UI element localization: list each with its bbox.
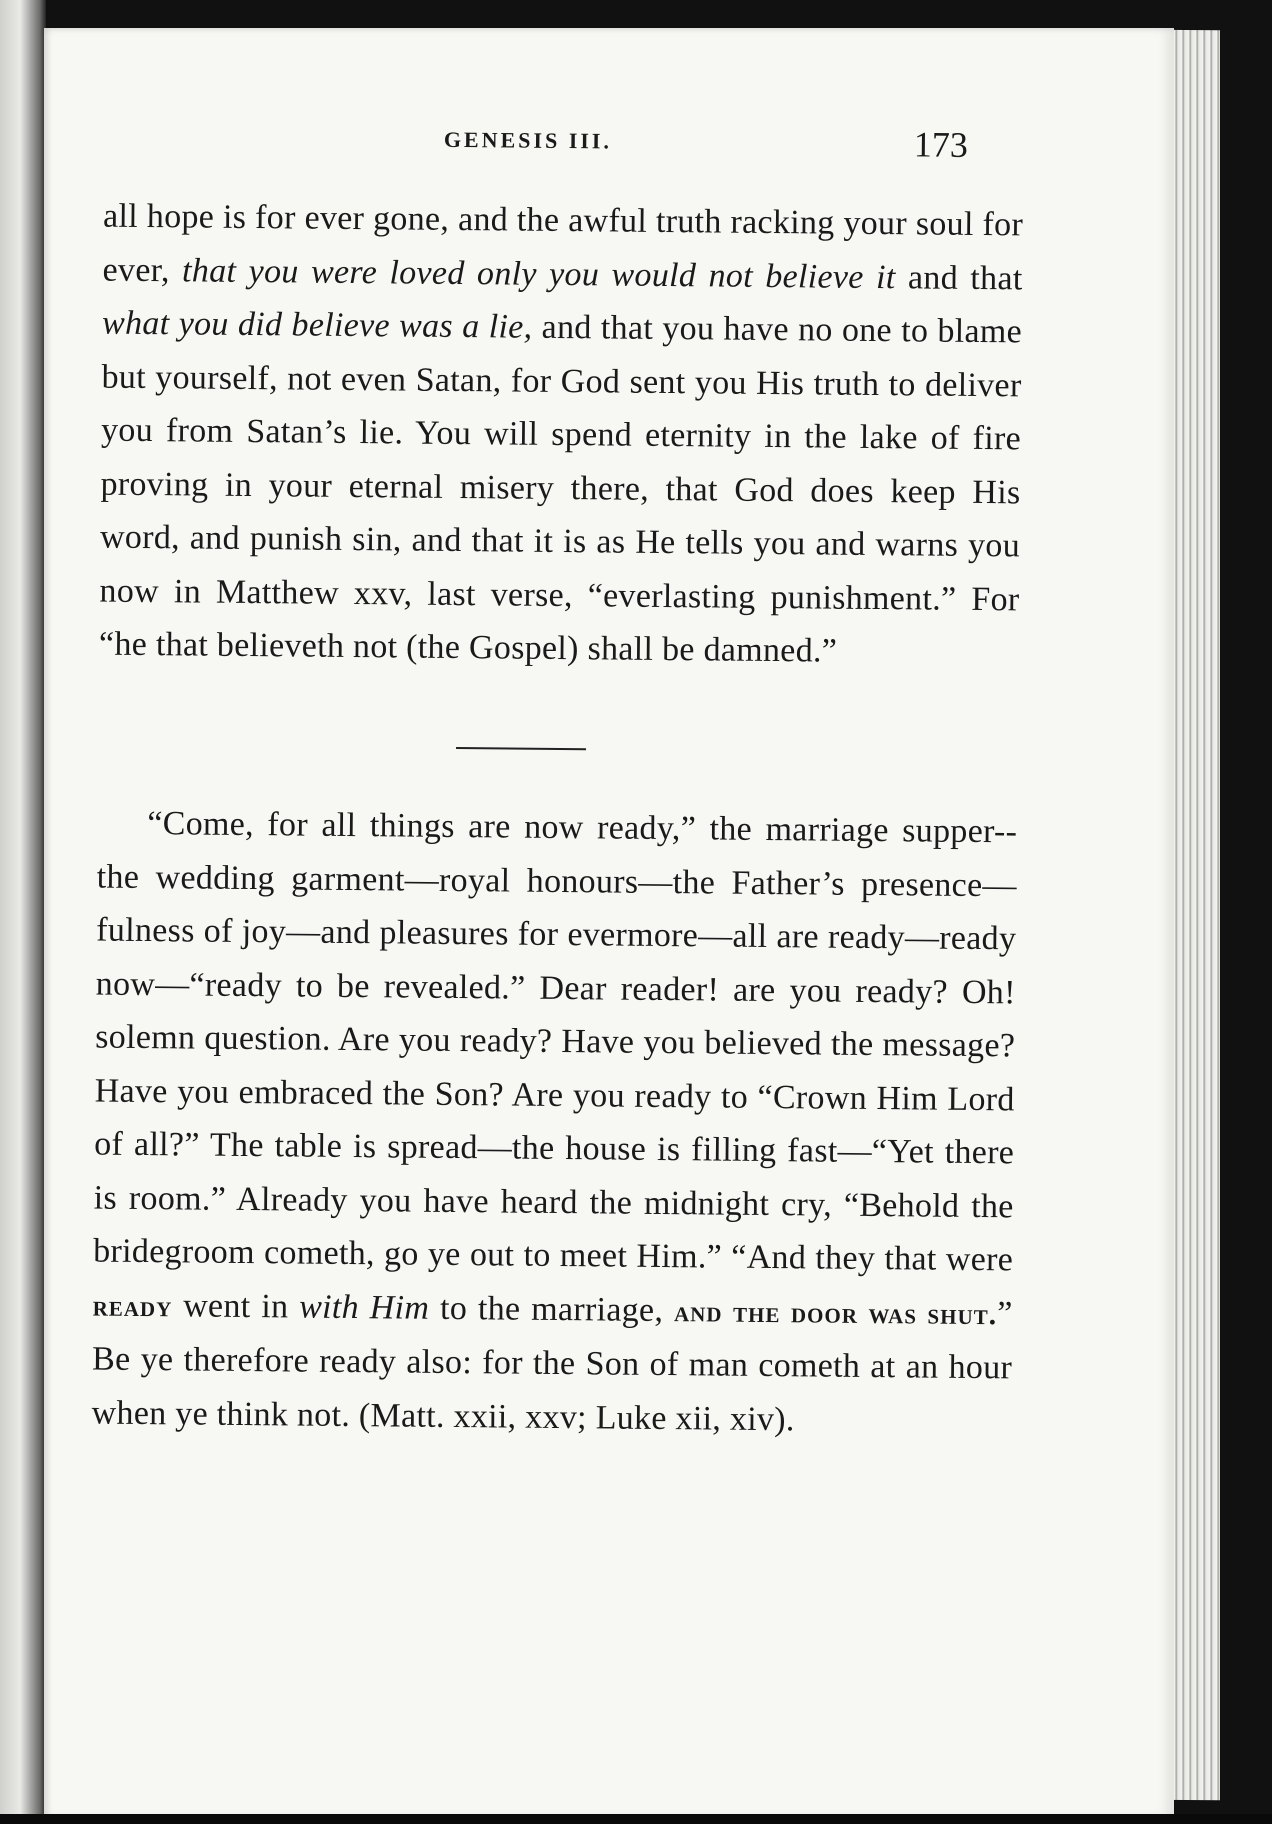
line: xxv, last verse, “everlasting punishment.” For “he <box>98 574 1020 664</box>
line: your soul for ever, <box>102 204 1024 289</box>
page-text-block <box>65 23 1125 1438</box>
italic-phrase: not believe it <box>708 256 896 296</box>
line: all hope is for ever gone, and the awful truth racking <box>102 197 835 242</box>
small-caps-phrase: and the door was shut. <box>673 1294 998 1331</box>
line: that believeth not (the Gospel) shall be damned.” <box>155 626 838 670</box>
line: lake of fire proving in your eternal misery there, that <box>100 418 1022 508</box>
text-run: went in <box>172 1286 300 1326</box>
line: you from Satan’s lie. You will spend eternity in the <box>100 411 848 456</box>
line: is as He tells you and warns you now in Matthew <box>99 523 1021 612</box>
text-run: to the marriage, <box>429 1289 675 1329</box>
paragraph-2 <box>91 797 1017 1449</box>
line: and that <box>895 258 1023 297</box>
scan-bottom-edge <box>0 1814 1272 1824</box>
facing-page-edge <box>0 0 46 1824</box>
text-run: ” Be ye therefore ready also: for the Son of man cometh at an hour when ye think not. (Matt. xxii, xxv; Luke xii, xiv). <box>91 1294 1013 1438</box>
book-page <box>44 28 1174 1818</box>
italic-phrase: with Him <box>299 1288 430 1327</box>
small-caps-word: ready <box>92 1289 173 1323</box>
line: God does keep His word, and punish sin, and that it <box>99 471 1021 560</box>
text-run: “Come, for all things are now ready,” the marriage supper--the wedding garment—royal honours—the Father’s presence—fulness of joy—and pleasures for evermore—all are ready—ready now—“ready to be revealed.” Dear reader! are you ready? Oh! solemn question. Are you ready? Have you believed the message? Have you embraced the Son? Are you ready to “Crown Him Lord of all?” The table is spread—the house is filling fast—“Yet there is room.” Already you have heard the midnight cry, “Behold the bridegroom cometh, go ye out to meet Him.” “And they that were <box>93 805 1018 1279</box>
running-head <box>64 115 1025 184</box>
italic-phrase: what you did believe was a lie, <box>101 304 533 346</box>
line: even Satan, for God sent you His truth to deliver <box>340 360 1022 404</box>
italic-phrase: that you were loved only you would <box>181 251 697 294</box>
paragraph-1 <box>99 190 1024 680</box>
section-divider <box>456 747 586 750</box>
page-number: 173 <box>913 124 969 165</box>
line: and that you have no one to blame but yourself, not <box>101 308 1023 398</box>
running-head-title: GENESIS III. <box>443 126 613 154</box>
